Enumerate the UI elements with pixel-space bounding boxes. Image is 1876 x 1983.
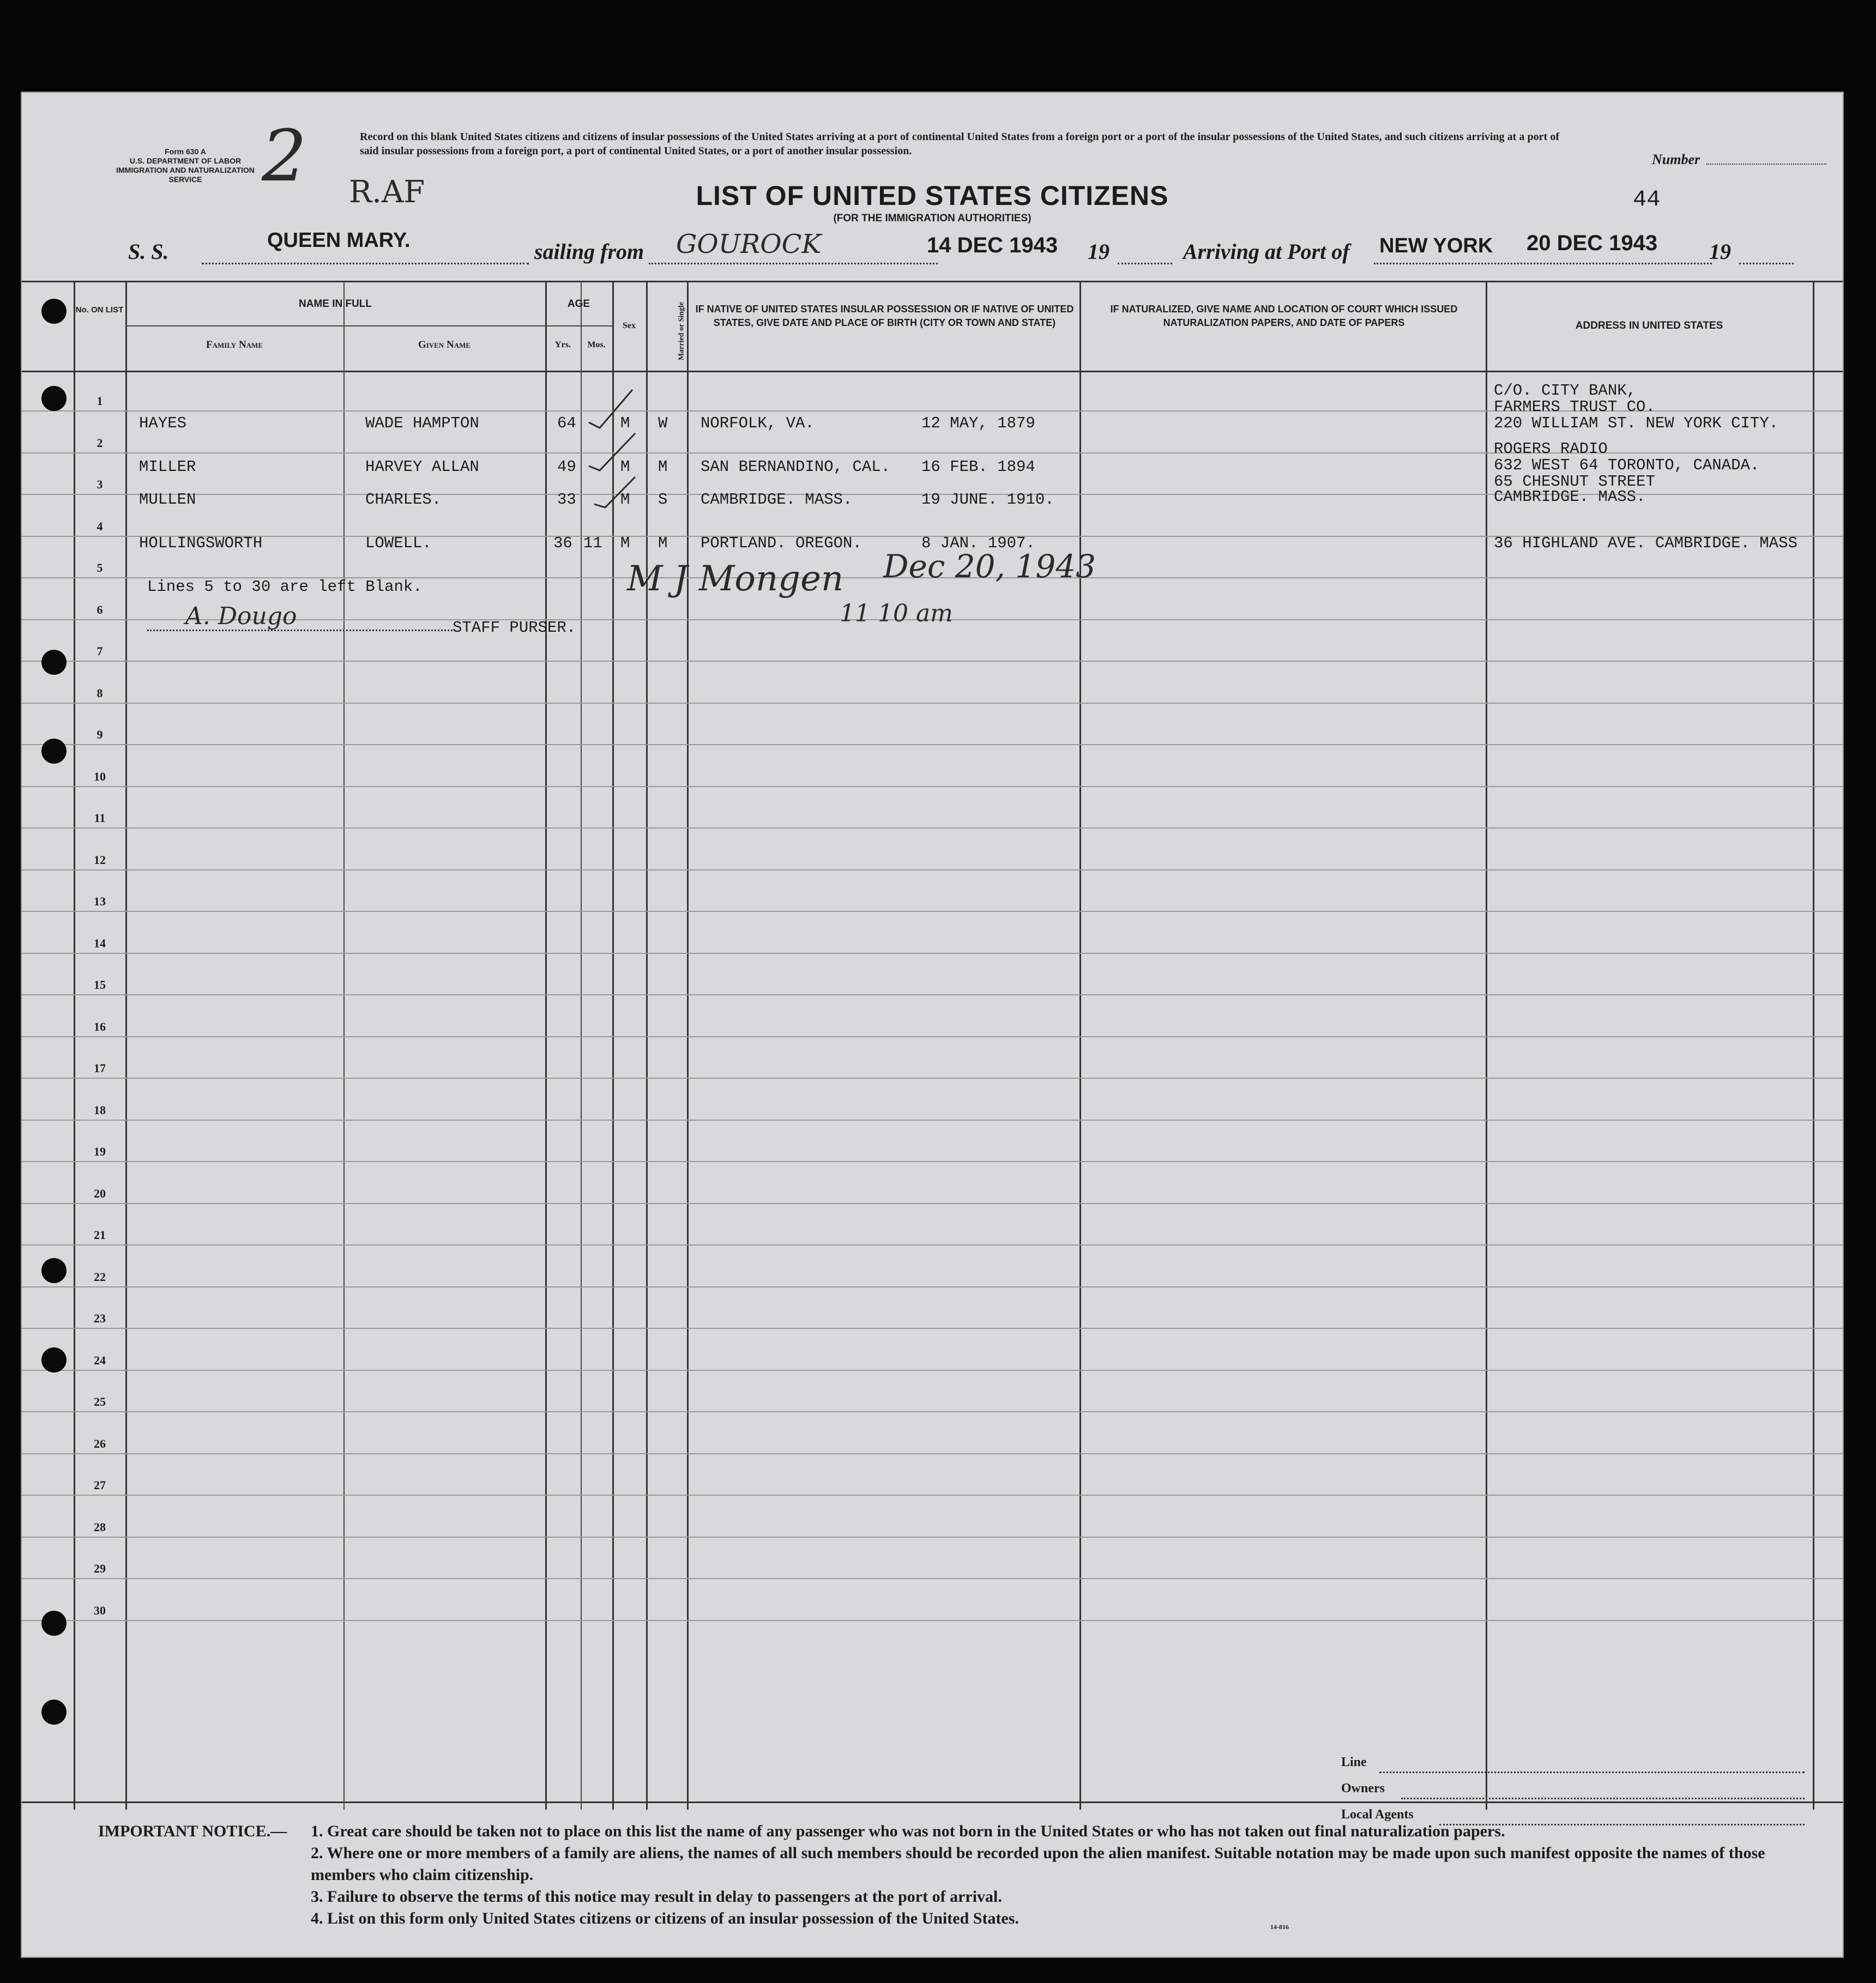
address: 632 WEST 64 TORONTO, CANADA. xyxy=(1494,456,1760,474)
col-yrs: Yrs. xyxy=(555,340,571,349)
punch-hole xyxy=(41,1611,67,1636)
agents-label: Local Agents xyxy=(1341,1807,1414,1822)
service-name: IMMIGRATION AND NATURALIZATION SERVICE xyxy=(116,166,255,184)
arrival-port: NEW YORK xyxy=(1379,234,1493,257)
col-rule-10 xyxy=(1486,281,1487,1810)
number-label: Number xyxy=(1652,152,1700,167)
notice-3: 3. Failure to observe the terms of this notice may result in delay to passengers at the port of arrival. xyxy=(311,1888,1002,1906)
row-number: 26 xyxy=(94,1436,106,1450)
address-line-b: FARMERS TRUST CO. xyxy=(1494,398,1655,416)
row-rule xyxy=(22,744,1843,745)
row-number: 19 xyxy=(94,1145,106,1158)
sex: M xyxy=(620,414,630,432)
given-name: CHARLES. xyxy=(365,491,442,509)
col-no-on-list: No. ON LIST xyxy=(75,305,124,315)
family-name: HOLLINGSWORTH xyxy=(139,534,263,552)
punch-hole xyxy=(41,739,67,764)
year-dots xyxy=(1118,263,1172,264)
col-rule-5 xyxy=(581,281,582,1810)
ship-dots xyxy=(202,263,529,264)
row-number: 17 xyxy=(94,1061,106,1075)
address: 220 WILLIAM ST. NEW YORK CITY. xyxy=(1494,414,1779,432)
row-rule xyxy=(22,827,1843,829)
number-value: 44 xyxy=(1633,186,1661,213)
family-name: HAYES xyxy=(139,414,187,432)
row-number: 9 xyxy=(96,728,103,741)
col-mos: Mos. xyxy=(587,340,606,349)
col-birth: IF NATIVE OF UNITED STATES INSULAR POSSESSION OR IF NATIVE OF UNITED STATES, GIVE DATE AND PLACE OF BIRTH (CITY OR TOWN AND STATE) xyxy=(695,304,1074,328)
row-rule xyxy=(22,1495,1843,1496)
given-name: WADE HAMPTON xyxy=(365,414,479,432)
col-name-in-full: NAME IN FULL xyxy=(298,298,372,310)
row-number: 5 xyxy=(96,561,103,575)
manifest-sheet xyxy=(21,92,1844,1958)
birth-date: 19 JUNE. 1910. xyxy=(921,491,1054,509)
departure-date: 14 DEC 1943 xyxy=(927,233,1058,257)
row-number: 24 xyxy=(94,1353,106,1367)
row-number: 12 xyxy=(94,853,106,867)
marital-status: S xyxy=(658,491,668,509)
row-number: 25 xyxy=(94,1395,106,1408)
address: 36 HIGHLAND AVE. CAMBRIDGE. MASS xyxy=(1494,534,1797,552)
col-address: ADDRESS IN UNITED STATES xyxy=(1575,320,1723,331)
check-marks xyxy=(583,384,654,526)
family-name: MULLEN xyxy=(139,491,196,509)
row-rule xyxy=(22,1328,1843,1329)
row-rule xyxy=(22,994,1843,995)
row-number: 23 xyxy=(94,1311,106,1325)
header-bottom-rule xyxy=(22,371,1843,372)
arriving-label: Arriving at Port of xyxy=(1183,239,1350,264)
col-rule-3 xyxy=(343,281,345,1810)
notice-1: 1. Great care should be taken not to place on this list the name of any passenger who was not born in the United States or who has not taken out final naturalization papers. xyxy=(311,1822,1505,1840)
col-sex: Sex xyxy=(623,321,636,330)
year-dots-2 xyxy=(1739,263,1794,264)
row-number: 29 xyxy=(94,1562,106,1575)
row-rule xyxy=(22,1120,1843,1121)
year-label: 19 xyxy=(1088,239,1109,264)
manifest-table xyxy=(22,281,1843,1810)
row-rule xyxy=(22,1453,1843,1454)
row-number: 15 xyxy=(94,978,106,992)
table-top-rule xyxy=(22,281,1843,282)
row-rule xyxy=(22,1036,1843,1037)
address-line-a: C/O. CITY BANK, xyxy=(1494,382,1637,400)
line-dots xyxy=(1379,1772,1805,1773)
record-notice: Record on this blank United States citizens and citizens of insular possessions of the United States arriving at a port of continental United States from a foreign port or a port of the insular possessions of the United States, and such citizens arriving at a port of said insular possessions from a foreign port, a port of continental United States, or a port of another insular possession. xyxy=(360,131,1559,157)
col-given-name: Given Name xyxy=(418,339,471,350)
row-rule xyxy=(22,1078,1843,1079)
sailing-from-label: sailing from xyxy=(534,239,644,264)
age-subhead-rule xyxy=(545,325,612,327)
row-number: 16 xyxy=(94,1019,106,1033)
voyage-line xyxy=(22,229,1843,273)
table-bottom-rule xyxy=(22,1801,1843,1803)
given-name: LOWELL. xyxy=(365,534,432,552)
family-name: MILLER xyxy=(139,458,196,476)
row-rule xyxy=(22,1537,1843,1538)
col-naturalized: IF NATURALIZED, GIVE NAME AND LOCATION OF COURT WHICH ISSUED NATURALIZATION PAPERS, AND DATE OF PAPERS xyxy=(1110,304,1458,328)
punch-hole xyxy=(41,1258,67,1283)
row-rule xyxy=(22,786,1843,787)
col-rule-8 xyxy=(687,281,689,1810)
ss-label: S. S. xyxy=(128,239,169,264)
handwritten-number: 2 xyxy=(262,114,307,197)
birth-place: NORFOLK, VA. xyxy=(701,414,815,432)
row-number: 6 xyxy=(96,602,103,616)
form-number: Form 630 A xyxy=(165,147,206,156)
age-years: 49 xyxy=(557,458,576,476)
row-number: 8 xyxy=(96,686,103,700)
number-line xyxy=(1706,164,1826,165)
birth-date: 12 MAY, 1879 xyxy=(921,414,1035,432)
page-title: LIST OF UNITED STATES CITIZENS xyxy=(696,180,1169,211)
birth-place: SAN BERNANDINO, CAL. xyxy=(701,458,891,476)
line-label: Line xyxy=(1341,1755,1367,1769)
row-rule xyxy=(22,953,1843,954)
row-number: 27 xyxy=(94,1478,106,1492)
sex: M xyxy=(620,491,630,509)
address-line-a: 65 CHESNUT STREET xyxy=(1494,473,1655,491)
row-rule xyxy=(22,1620,1843,1621)
marital-status: W xyxy=(658,414,668,432)
page-subtitle: (FOR THE IMMIGRATION AUTHORITIES) xyxy=(833,213,1032,224)
inspection-time: 11 10 am xyxy=(840,600,953,627)
arrival-dots xyxy=(1374,263,1712,264)
form-identifier xyxy=(104,147,267,184)
owners-dots xyxy=(1401,1798,1805,1799)
col-rule-1 xyxy=(74,281,75,1810)
birth-place: CAMBRIDGE. MASS. xyxy=(701,491,853,509)
col-family-name: Family Name xyxy=(206,339,263,350)
punch-hole xyxy=(41,1700,67,1725)
row-number: 4 xyxy=(96,519,103,533)
address: CAMBRIDGE. MASS. xyxy=(1494,488,1646,506)
row-number: 13 xyxy=(94,894,106,908)
purser-signature: A. Dougo xyxy=(185,602,297,630)
row-number: 14 xyxy=(94,936,106,950)
age-years: 64 xyxy=(557,414,576,432)
row-number: 22 xyxy=(94,1269,106,1284)
row-rule xyxy=(22,869,1843,870)
department-name: U.S. DEPARTMENT OF LABOR xyxy=(129,156,242,165)
row-rule xyxy=(22,1370,1843,1371)
row-number: 30 xyxy=(94,1603,106,1617)
arrival-date: 20 DEC 1943 xyxy=(1527,231,1658,255)
notice-heading: IMPORTANT NOTICE.— xyxy=(98,1822,287,1840)
punch-hole xyxy=(41,299,67,324)
row-number: 1 xyxy=(96,394,103,408)
port-dots xyxy=(649,263,938,264)
row-rule xyxy=(22,1578,1843,1579)
owners-label: Owners xyxy=(1341,1781,1385,1795)
marital-status: M xyxy=(658,458,668,476)
punch-hole xyxy=(41,386,67,411)
row-rule xyxy=(22,1161,1843,1162)
col-rule-11 xyxy=(1813,281,1814,1810)
row-number: 20 xyxy=(94,1186,106,1200)
col-age: AGE xyxy=(567,298,590,310)
row-rule xyxy=(22,703,1843,704)
row-number: 21 xyxy=(94,1228,106,1242)
punch-hole xyxy=(41,1347,67,1373)
year-label-2: 19 xyxy=(1709,239,1731,264)
row-number: 10 xyxy=(94,769,106,783)
row-number: 28 xyxy=(94,1520,106,1534)
row-rule xyxy=(22,1244,1843,1246)
sex: M xyxy=(620,534,630,552)
row-rule xyxy=(22,661,1843,662)
notice-4: 4. List on this form only United States citizens or citizens of an insular possession of the United States. xyxy=(311,1909,1019,1927)
row-number: 11 xyxy=(94,811,106,825)
ship-name: QUEEN MARY. xyxy=(267,229,411,252)
birth-date: 8 JAN. 1907. xyxy=(921,534,1035,552)
age-months: 11 xyxy=(583,534,602,552)
purser-title: STAFF PURSER. xyxy=(453,619,576,637)
row-number: 7 xyxy=(96,644,103,658)
age-years: 36 xyxy=(553,534,572,552)
row-rule xyxy=(22,911,1843,912)
row-number: 18 xyxy=(94,1103,106,1117)
row-rule xyxy=(22,1286,1843,1287)
punch-hole xyxy=(41,650,67,675)
inspection-date: Dec 20, 1943 xyxy=(883,548,1096,585)
departure-port: GOUROCK xyxy=(676,229,822,259)
notice-2: 2. Where one or more members of a family are aliens, the names of all such members should be recorded upon the alien manifest. Suitable notation may be made upon such manifest opposite the names of those members who claim citizenship. xyxy=(311,1844,1765,1884)
birth-date: 16 FEB. 1894 xyxy=(921,458,1035,476)
birth-place: PORTLAND. OREGON. xyxy=(701,534,862,552)
given-name: HARVEY ALLAN xyxy=(365,458,479,476)
address-line-a: ROGERS RADIO xyxy=(1494,440,1608,458)
row-number: 2 xyxy=(96,436,103,450)
inspector-signature: M J Mongen xyxy=(627,559,844,599)
col-rule-4 xyxy=(545,281,547,1810)
col-rule-2 xyxy=(125,281,127,1810)
age-years: 33 xyxy=(557,491,576,509)
row-rule xyxy=(22,1203,1843,1204)
blank-lines-note: Lines 5 to 30 are left Blank. xyxy=(147,578,423,596)
marital-status: M xyxy=(658,534,668,552)
handwritten-raf: R.AF xyxy=(349,174,425,210)
col-rule-9 xyxy=(1079,281,1081,1810)
name-subhead-rule xyxy=(125,325,545,327)
row-rule xyxy=(22,1411,1843,1412)
print-code: 14-816 xyxy=(1270,1923,1289,1931)
col-married-single: Married or Single xyxy=(677,301,686,361)
sex: M xyxy=(620,458,630,476)
row-number: 3 xyxy=(96,477,103,491)
